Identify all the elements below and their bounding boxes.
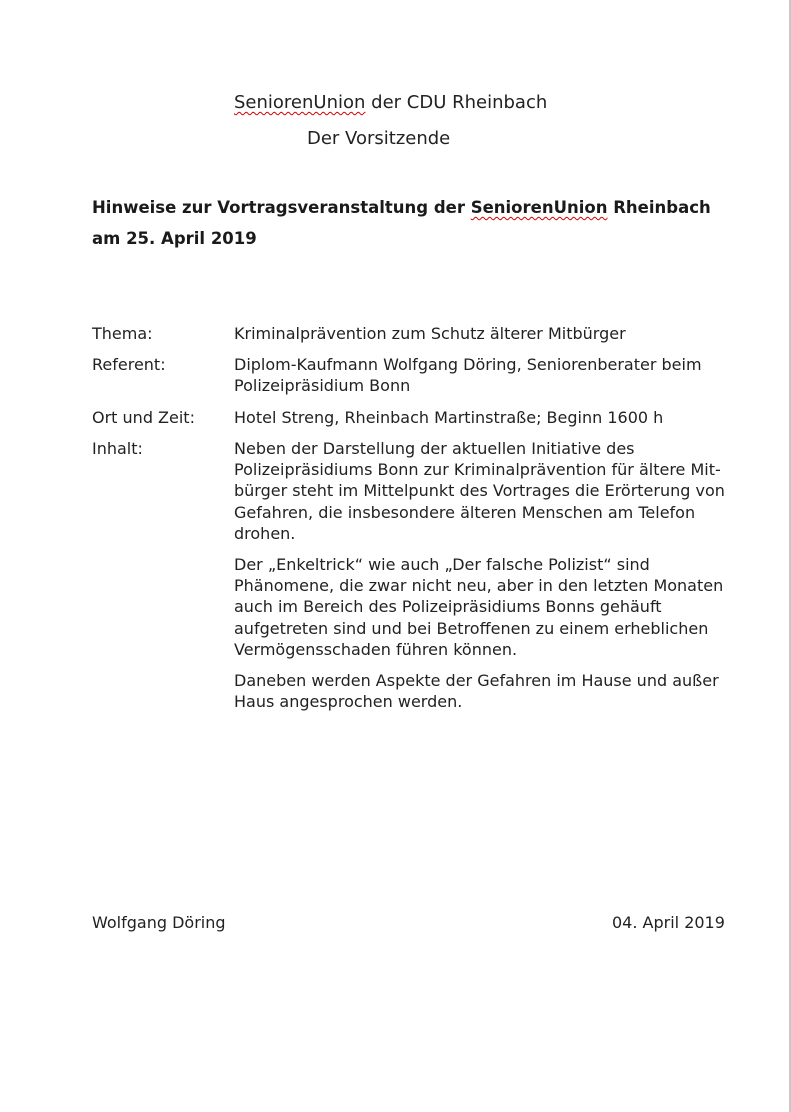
- referent-label: Referent:: [92, 355, 166, 374]
- subject-prefix: Hinweise zur Vortragsveranstaltung der: [92, 198, 471, 217]
- inhalt-paragraph: Der „Enkeltrick“ wie auch „Der falsche Polizist“ sind Phänomene, die zwar nicht neu, aber in den letzten Monaten auch im Bereich des Polizeipräsidiums Bonns gehäuft aufgetreten sind und bei Betroffenen zu einem erheblichen Vermögensschaden führen können.: [234, 555, 724, 659]
- ort-zeit-value: Hotel Streng, Rheinbach Martinstraße; Beginn 1600 h: [234, 408, 664, 427]
- subject-line-2: am 25. April 2019: [92, 229, 257, 248]
- chair-title: Der Vorsitzende: [307, 128, 451, 149]
- referent-value: Diplom-Kaufmann Wolfgang Döring, Seniorenberater beim Polizeipräsidium Bonn: [234, 355, 702, 396]
- thema-value: Kriminalprävention zum Schutz älterer Mitbürger: [234, 324, 626, 343]
- inhalt-label: Inhalt:: [92, 439, 143, 458]
- inhalt-paragraph: Daneben werden Aspekte der Gefahren im Hause und außer Haus angesprochen werden.: [234, 671, 719, 712]
- thema-label: Thema:: [92, 324, 153, 343]
- organization-heading: [234, 92, 547, 113]
- signatory-name: Wolfgang Döring: [92, 913, 226, 932]
- subject-org-spellchecked: SeniorenUnion: [470, 198, 608, 217]
- inhalt-value: [234, 438, 734, 722]
- inhalt-paragraph: Neben der Darstellung der aktuellen Initiative des Polizeipräsidiums Bonn zur Kriminalprävention für ältere Mit-bürger steht im Mittelpunkt des Vortrages die Erörterung von Gefahren, die insbesondere älteren Menschen am Telefon drohen.: [234, 439, 725, 543]
- organization-name-rest: der CDU Rheinbach: [365, 92, 548, 113]
- subject-line-1: [92, 198, 711, 217]
- document-date: 04. April 2019: [612, 913, 725, 932]
- organization-name-spellchecked: SeniorenUnion: [234, 92, 366, 113]
- subject-suffix: Rheinbach: [607, 198, 711, 217]
- ort-zeit-label: Ort und Zeit:: [92, 408, 195, 427]
